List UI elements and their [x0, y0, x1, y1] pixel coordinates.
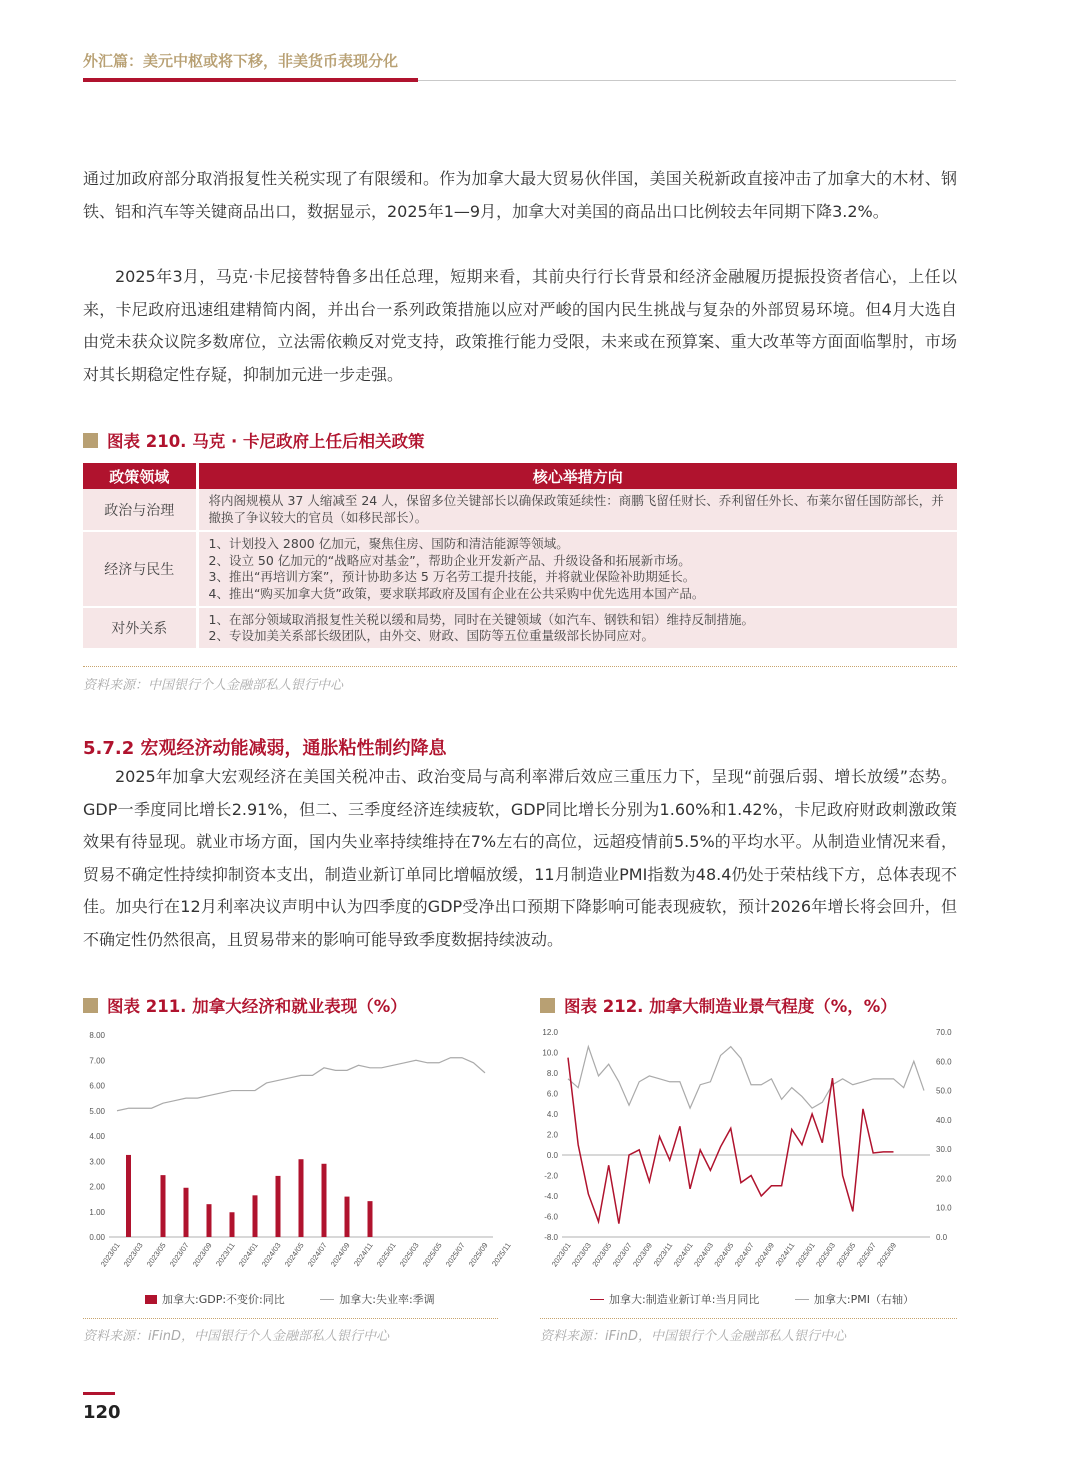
gdp-bar [253, 1195, 258, 1237]
y-tick-label: 4.00 [89, 1132, 105, 1141]
x-tick-label: 2024/03 [259, 1240, 283, 1269]
y-right-tick-label: 10.0 [936, 1203, 952, 1213]
x-tick-label: 2024/05 [282, 1240, 306, 1269]
y-tick-label: 0.00 [89, 1233, 105, 1242]
gdp-bar [230, 1212, 235, 1237]
legend-item-gdp [145, 1291, 285, 1307]
table-cell-measures [197, 607, 957, 649]
gdp-bar [184, 1188, 189, 1237]
measure-line: 1、在部分领域取消报复性关税以缓和局势，同时在关键领域（如汽车、钢铁和铝）维持反制措施。 [208, 611, 754, 627]
y-right-tick-label: 30.0 [936, 1145, 952, 1155]
gdp-bar [299, 1159, 304, 1237]
legend-item-unemployment [320, 1291, 434, 1307]
gdp-bar [161, 1175, 166, 1237]
gdp-bar [126, 1155, 131, 1237]
paragraph-1: 通过加政府部分取消报复性关税实现了有限缓和。作为加拿大最大贸易伙伴国，美国关税新政直接冲击了加拿大的木材、钢铁、铝和汽车等关键商品出口，数据显示，2025年1—9月，加拿大对美国的商品出口比例较去年同期下降3.2%。 [83, 169, 957, 221]
y-tick-label: 3.00 [89, 1157, 105, 1167]
measure-line: 2、专设加美关系部长级团队，由外交、财政、国防等五位重量级部长协同应对。 [208, 628, 654, 643]
x-tick-label: 2024/05 [712, 1240, 736, 1269]
manufacturing-chart [540, 1025, 960, 1280]
figure-marker-icon [83, 998, 98, 1013]
table-cell-area: 经济与民生 [83, 531, 197, 607]
x-tick-label: 2024/01 [236, 1240, 260, 1269]
table-cell-measures [197, 489, 957, 531]
y-right-tick-label: 50.0 [936, 1086, 952, 1096]
y-tick-label: 8.0 [546, 1069, 558, 1078]
chart-211-legend [145, 1291, 467, 1307]
figure-marker-icon [83, 433, 98, 448]
x-tick-label: 2023/09 [631, 1240, 655, 1269]
x-tick-label: 2023/01 [549, 1240, 573, 1269]
running-header-title: 外汇篇：美元中枢或将下移，非美货币表现分化 [83, 52, 399, 70]
y-tick-label: -4.0 [544, 1192, 558, 1201]
figure-212-title [540, 993, 897, 1017]
y-tick-label: 12.0 [542, 1028, 558, 1037]
figure-211-source: 资料来源：iFinD，中国银行个人金融部私人银行中心 [83, 1329, 389, 1344]
x-tick-label: 2025/01 [374, 1240, 398, 1269]
gdp-bar [207, 1204, 212, 1237]
figure-211-title [83, 993, 407, 1017]
x-tick-label: 2024/09 [328, 1240, 352, 1269]
x-tick-label: 2025/05 [834, 1240, 858, 1269]
y-tick-label: -8.0 [544, 1233, 558, 1242]
measure-line: 3、推出“再培训方案”，预计协助多达 5 万名劳工提升技能，并将就业保险补助期延长。 [208, 569, 696, 584]
x-tick-label: 2025/05 [420, 1240, 444, 1269]
x-tick-label: 2023/07 [167, 1240, 191, 1269]
y-right-tick-label: 70.0 [936, 1028, 952, 1037]
figure-211-title-text: 图表 211. 加拿大经济和就业表现（%） [107, 997, 407, 1016]
x-tick-label: 2023/03 [570, 1240, 593, 1269]
x-tick-label: 2025/07 [443, 1240, 467, 1269]
x-tick-label: 2025/11 [490, 1240, 513, 1268]
column-header-area: 政策领域 [83, 463, 197, 489]
x-tick-label: 2025/09 [875, 1240, 899, 1269]
legend-label: 加拿大:PMI（右轴） [813, 1293, 914, 1306]
figure-212-source: 资料来源：iFinD，中国银行个人金融部私人银行中心 [540, 1329, 846, 1344]
x-tick-label: 2025/01 [793, 1240, 817, 1269]
x-tick-label: 2023/07 [610, 1240, 634, 1269]
x-tick-label: 2023/11 [651, 1240, 675, 1268]
new-orders-line [568, 1058, 893, 1224]
y-tick-label: -6.0 [544, 1212, 558, 1222]
y-tick-label: 6.0 [546, 1089, 558, 1099]
y-tick-label: 2.0 [546, 1130, 558, 1140]
figure-212-title-text: 图表 212. 加拿大制造业景气程度（%，%） [564, 997, 897, 1016]
y-right-tick-label: 20.0 [936, 1174, 952, 1184]
gdp-bar [276, 1176, 281, 1237]
x-tick-label: 2024/09 [753, 1240, 777, 1269]
column-header-measures: 核心举措方向 [197, 463, 957, 489]
x-tick-label: 2023/05 [144, 1240, 168, 1269]
section-title: 5.7.2 宏观经济动能减弱，通胀粘性制约降息 [83, 738, 447, 759]
table-bottom-divider [83, 666, 957, 667]
table-header-row [83, 463, 957, 489]
legend-bar-swatch [145, 1295, 157, 1304]
chart-212-legend [590, 1291, 946, 1307]
y-right-tick-label: 60.0 [936, 1057, 952, 1067]
legend-item-new-orders [590, 1291, 759, 1307]
y-tick-label: -2.0 [544, 1171, 558, 1181]
x-tick-label: 2024/01 [671, 1240, 695, 1269]
page-number-accent [83, 1392, 115, 1395]
x-tick-label: 2023/01 [98, 1240, 122, 1269]
x-tick-label: 2024/07 [732, 1240, 756, 1269]
page-number: 120 [83, 1402, 121, 1423]
legend-line-swatch [795, 1299, 809, 1300]
y-tick-label: 7.00 [89, 1056, 105, 1066]
table-cell-measures [197, 531, 957, 607]
y-tick-label: 0.0 [546, 1151, 558, 1160]
legend-label: 加拿大:制造业新订单:当月同比 [609, 1293, 760, 1306]
x-tick-label: 2023/03 [121, 1240, 145, 1269]
gdp-unemployment-chart [83, 1025, 513, 1280]
measure-line: 4、推出“购买加拿大货”政策，要求联邦政府及国有企业在公共采购中优先选用本国产品。 [208, 585, 705, 601]
y-right-tick-label: 40.0 [936, 1115, 952, 1125]
measure-line: 1、计划投入 2800 亿加元，聚焦住房、国防和清洁能源等领域。 [208, 536, 569, 551]
measure-line: 2、设立 50 亿加元的“战略应对基金”，帮助企业开发新产品、升级设备和拓展新市场。 [208, 552, 691, 568]
table-row [83, 531, 957, 607]
y-tick-label: 5.00 [89, 1106, 105, 1116]
x-tick-label: 2024/07 [305, 1240, 329, 1269]
chart-211-divider [83, 1318, 498, 1319]
table-row [83, 607, 957, 649]
figure-marker-icon [540, 998, 555, 1013]
y-tick-label: 6.00 [89, 1081, 105, 1091]
x-tick-label: 2024/11 [773, 1240, 797, 1268]
y-right-tick-label: 0.0 [936, 1233, 948, 1242]
table-cell-area: 政治与治理 [83, 489, 197, 531]
y-tick-label: 4.0 [546, 1110, 558, 1119]
y-tick-label: 1.00 [89, 1207, 105, 1217]
y-tick-label: 2.00 [89, 1182, 105, 1192]
x-tick-label: 2024/11 [352, 1240, 375, 1268]
measure-line: 将内阁规模从 37 人缩减至 24 人，保留多位关键部长以确保政策延续性：商鹏飞留任财长、乔利留任外长、布莱尔留任国防部长，并撤换了争议较大的官员（如移民部长）。 [208, 493, 944, 525]
x-tick-label: 2025/03 [397, 1240, 421, 1269]
chart-212-divider [540, 1318, 957, 1319]
figure-210-source: 资料来源：中国银行个人金融部私人银行中心 [83, 678, 344, 693]
figure-210-title-text: 图表 210. 马克 · 卡尼政府上任后相关政策 [107, 432, 425, 451]
x-tick-label: 2023/11 [214, 1240, 237, 1268]
x-tick-label: 2024/03 [692, 1240, 716, 1269]
gdp-bar [322, 1164, 327, 1237]
legend-line-swatch [590, 1299, 604, 1300]
policy-table [83, 463, 957, 650]
gdp-bar [345, 1197, 350, 1237]
pmi-line [568, 1047, 924, 1109]
paragraph-2: 2025年3月，马克·卡尼接替特鲁多出任总理，短期来看，其前央行行长背景和经济金融履历提振投资者信心，上任以来，卡尼政府迅速组建精简内阁，并出台一系列政策措施以应对严峻的国内民生挑战与复杂的外部贸易环境。但4月大选自由党未获众议院多数席位，立法需依赖反对党支持，政策推行能力受限，未来或在预算案、重大改革等方面面临掣肘，市场对其长期稳定性存疑，抑制加元进一步走强。 [83, 267, 957, 384]
gdp-bar [368, 1201, 373, 1237]
figure-210-title [83, 428, 424, 452]
paragraph-3: 2025年加拿大宏观经济在美国关税冲击、政治变局与高利率滞后效应三重压力下，呈现“前强后弱、增长放缓”态势。GDP一季度同比增长2.91%，但二、三季度经济连续疲软，GDP同比增长分别为1.60%和1.42%，卡尼政府财政刺激政策效果有待显现。就业市场方面，国内失业率持续维持在7%左右的高位，远超疫情前5.5%的平均水平。从制造业情况来看，贸易不确定性持续抑制资本支出，制造业新订单同比增幅放缓，11月制造业PMI指数为48.4仍处于荣枯线下方，总体表现不佳。加央行在12月利率决议声明中认为四季度的GDP受净出口预期下降影响可能表现疲软，预计2026年增长将会回升，但不确定性仍然很高，且贸易带来的影响可能导致季度数据持续波动。 [83, 767, 957, 949]
y-tick-label: 10.0 [542, 1048, 558, 1058]
table-row [83, 489, 957, 531]
unemployment-line [117, 1058, 485, 1111]
x-tick-label: 2023/05 [590, 1240, 614, 1269]
table-cell-area: 对外关系 [83, 607, 197, 649]
x-tick-label: 2023/09 [190, 1240, 214, 1269]
x-tick-label: 2025/03 [814, 1240, 838, 1269]
legend-label: 加拿大:GDP:不变价:同比 [162, 1293, 285, 1306]
x-tick-label: 2025/09 [466, 1240, 490, 1269]
x-tick-label: 2025/07 [854, 1240, 878, 1269]
legend-label: 加拿大:失业率:季调 [339, 1293, 435, 1306]
header-accent-bar [83, 78, 418, 82]
y-tick-label: 8.00 [89, 1031, 105, 1040]
legend-line-swatch [320, 1299, 334, 1300]
legend-item-pmi [795, 1291, 914, 1307]
